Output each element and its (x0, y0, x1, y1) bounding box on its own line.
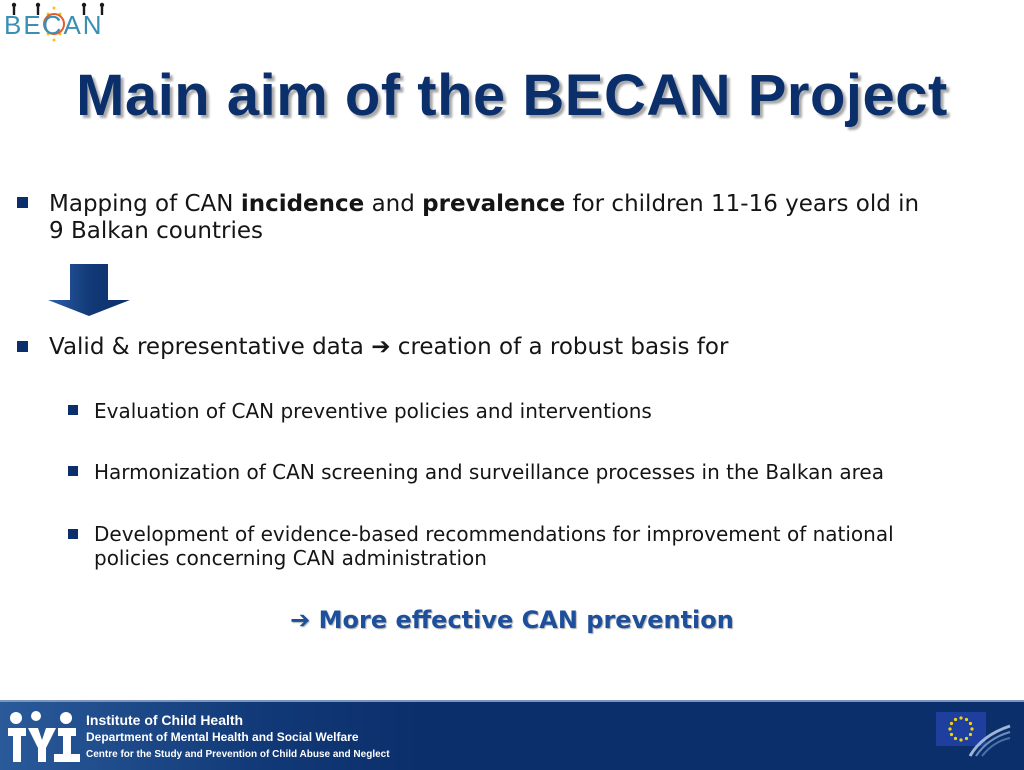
bullet-marker (17, 341, 28, 352)
bullet-2-part2: creation of a robust basis for (390, 334, 729, 360)
bullet-1-part3: for children 11-16 years old in (565, 191, 920, 217)
sub-bullet-marker (68, 405, 78, 415)
sub-bullet-2: Harmonization of CAN screening and surveillance processes in the Balkan area (94, 460, 884, 484)
right-arrow-icon: ➔ (371, 334, 391, 360)
sub-bullet-3-line2: policies concerning CAN administration (94, 546, 487, 570)
right-arrow-icon: ➔ (290, 606, 311, 634)
footer-department: Department of Mental Health and Social Welfare (86, 730, 359, 744)
bullet-1-incidence: incidence (240, 191, 365, 217)
sub-bullet-marker (68, 529, 78, 539)
sub-bullet-3-line1: Development of evidence-based recommendations for improvement of national (94, 522, 894, 546)
bullet-2-text (49, 334, 1009, 361)
footer-centre: Centre for the Study and Prevention of Child Abuse and Neglect (86, 749, 390, 760)
footer-institute: Institute of Child Health (86, 712, 244, 728)
bullet-1-line2: 9 Balkan countries (49, 218, 263, 244)
conclusion (0, 606, 1024, 634)
becan-logo (4, 2, 124, 44)
page-title: Main aim of the BECAN Project (76, 63, 948, 128)
bullet-1-prevalence: prevalence (422, 191, 566, 217)
down-arrow-icon (48, 264, 130, 316)
bullet-2-part1: Valid & representative data (49, 334, 364, 360)
programme-logo-icon (968, 722, 1012, 758)
conclusion-text: More effective CAN prevention (318, 606, 734, 634)
institute-logo-icon (4, 708, 84, 766)
sub-bullet-1: Evaluation of CAN preventive policies and interventions (94, 399, 652, 423)
logo-text: BECAN (4, 10, 104, 40)
bullet-1-part2: and (364, 191, 423, 217)
footer-banner (0, 700, 1024, 770)
bullet-marker (17, 197, 28, 208)
bullet-1-part1: Mapping of CAN (49, 191, 241, 217)
bullet-1-text (49, 191, 1009, 218)
sub-bullet-marker (68, 466, 78, 476)
footer-text (86, 712, 390, 763)
